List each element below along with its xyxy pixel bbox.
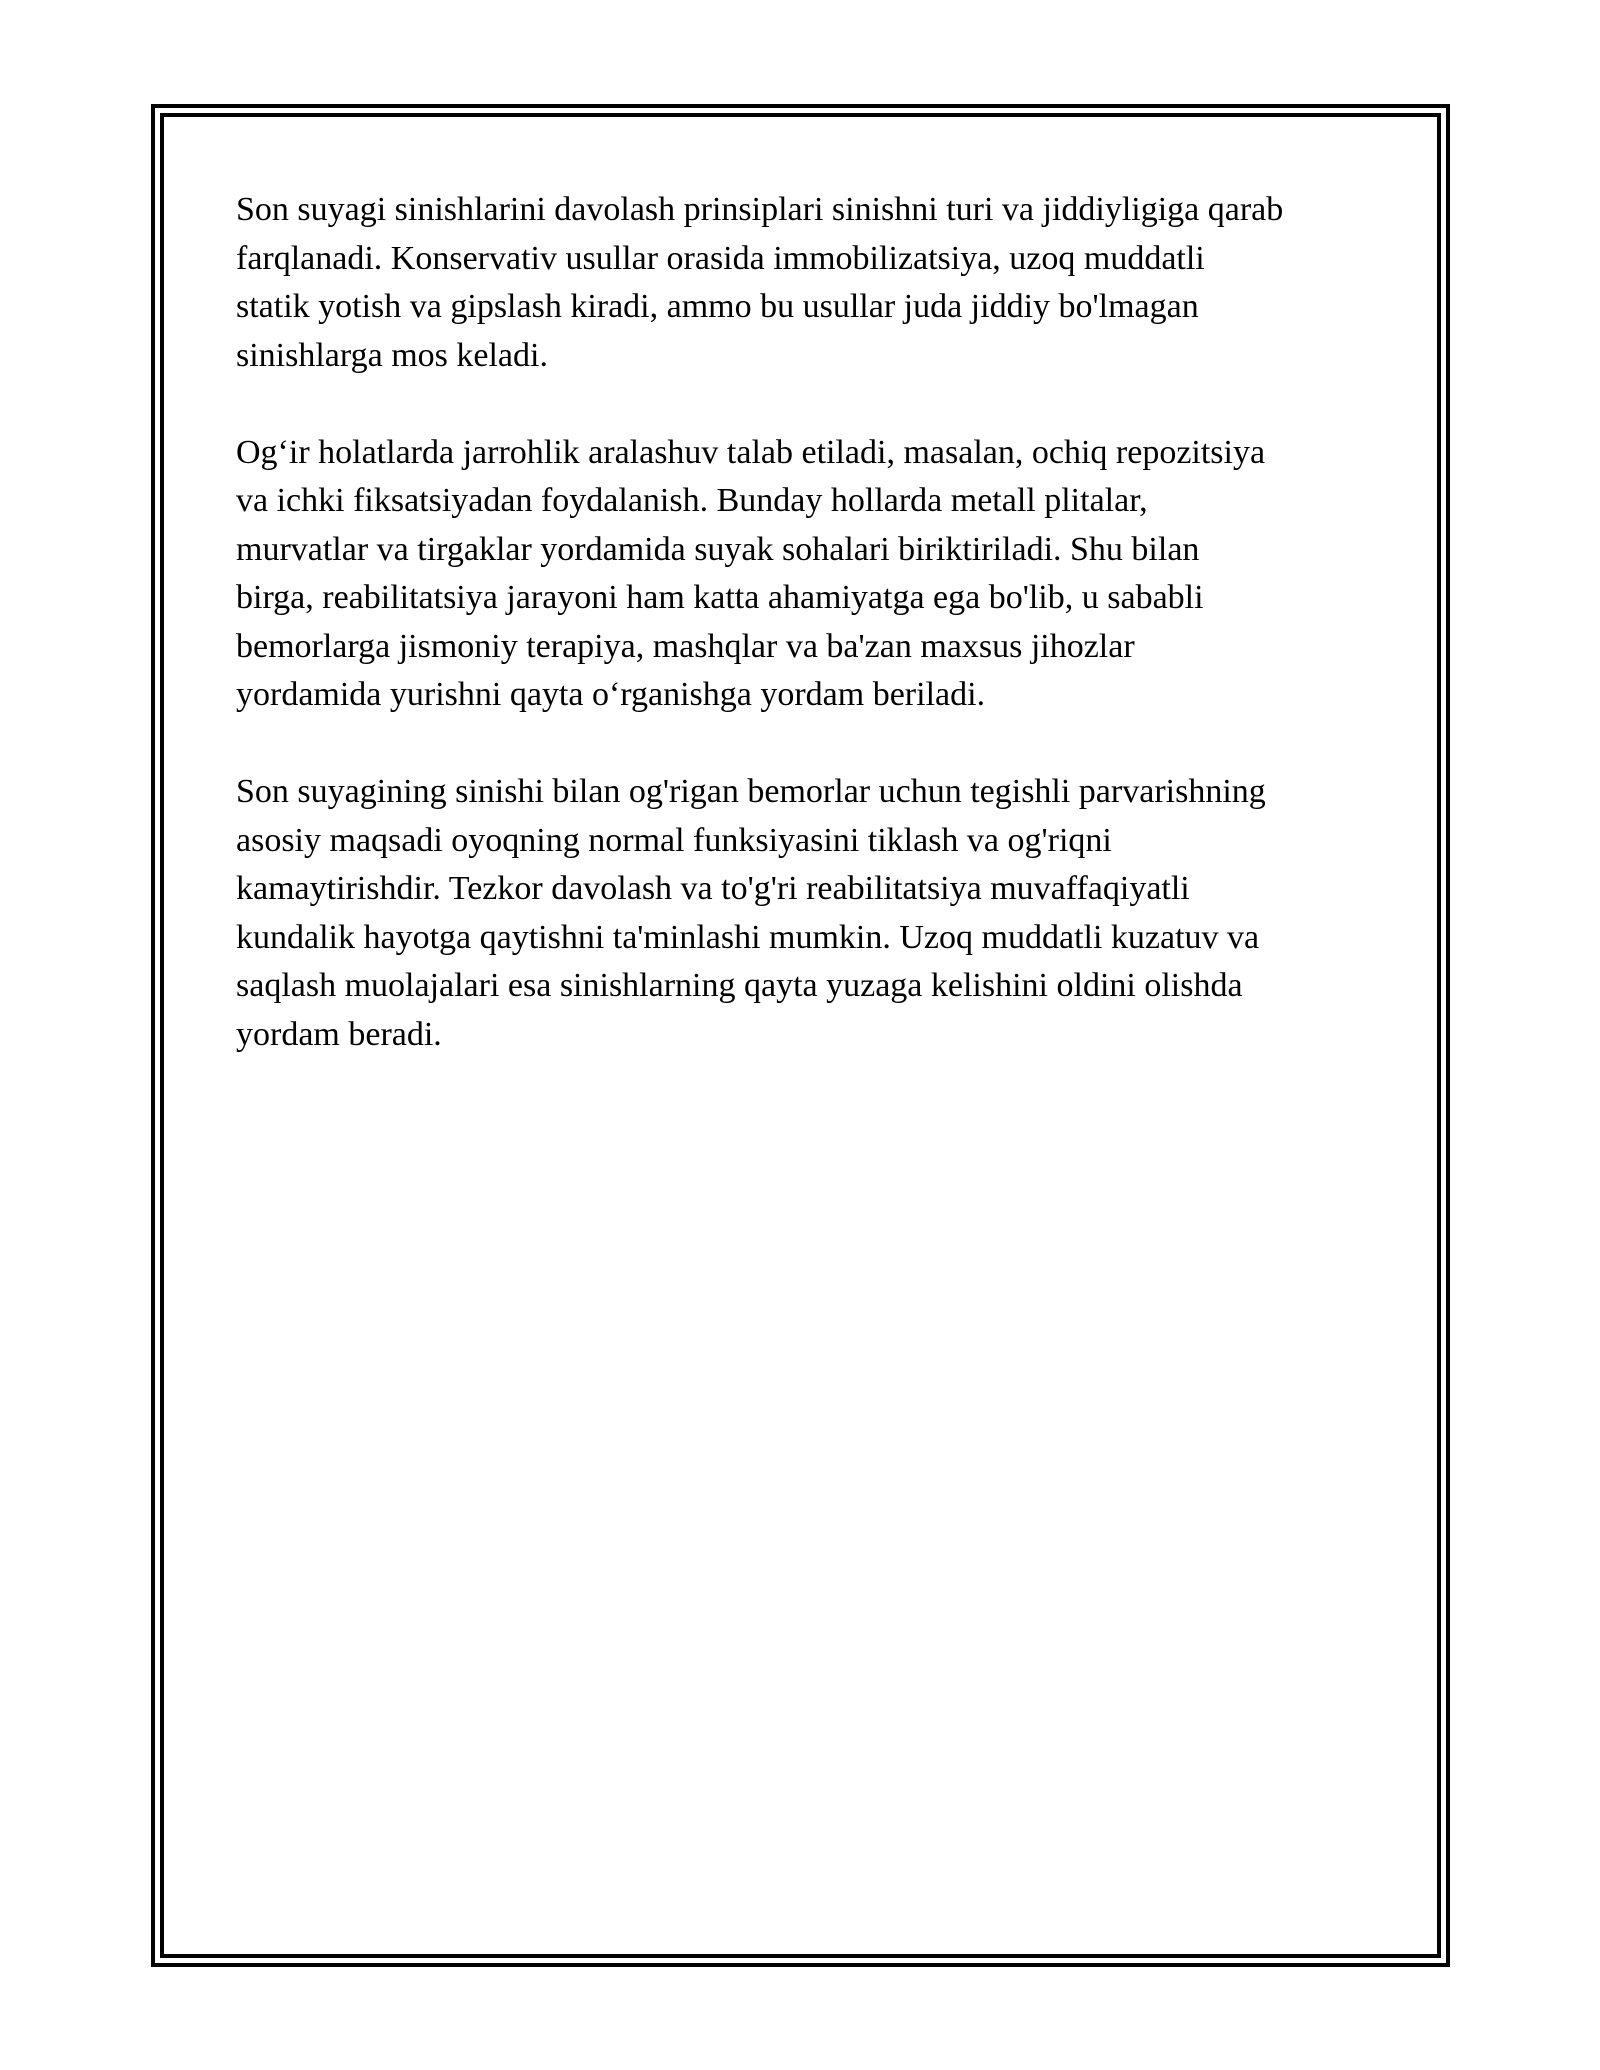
paragraph-3	[236, 768, 1376, 1059]
paragraph-line: Og‘ir holatlarda jarrohlik aralashuv talab etiladi, masalan, ochiq repozitsiya	[236, 433, 1266, 471]
paragraph-line: saqlash muolajalari esa sinishlarning qayta yuzaga kelishini oldini olishda	[236, 967, 1243, 1004]
paragraph-line: va ichki fiksatsiyadan foydalanish. Bunday hollarda metall plitalar,	[236, 482, 1148, 519]
paragraph-line: statik yotish va gipslash kiradi, ammo bu usullar juda jiddiy bo'lmagan	[236, 288, 1199, 325]
paragraph-line: farqlanadi. Konservativ usullar orasida immobilizatsiya, uzoq muddatli	[236, 239, 1205, 277]
paragraph-line: Son suyagining sinishi bilan og'rigan bemorlar uchun tegishli parvarishning	[236, 773, 1266, 810]
paragraph-line: bemorlarga jismoniy terapiya, mashqlar va ba'zan maxsus jihozlar	[236, 627, 1135, 665]
paragraph-line: yordamida yurishni qayta o‘rganishga yordam beriladi.	[236, 676, 986, 713]
paragraph-2	[236, 429, 1376, 720]
paragraph-1	[236, 186, 1376, 380]
paragraph-line: Son suyagi sinishlarini davolash prinsiplari sinishni turi va jiddiyligiga qarab	[236, 191, 1284, 228]
paragraph-line: asosiy maqsadi oyoqning normal funksiyasini tiklash va og'riqni	[236, 821, 1112, 859]
paragraph-line: birga, reabilitatsiya jarayoni ham katta ahamiyatga ega bo'lib, u sababli	[236, 579, 1204, 616]
paragraph-line: sinishlarga mos keladi.	[236, 336, 548, 374]
paragraph-line: kundalik hayotga qaytishni ta'minlashi mumkin. Uzoq muddatli kuzatuv va	[236, 918, 1260, 956]
paragraph-line: murvatlar va tirgaklar yordamida suyak sohalari biriktiriladi. Shu bilan	[236, 530, 1200, 568]
paragraph-line: yordam beradi.	[236, 1015, 442, 1053]
document-body	[236, 186, 1376, 1108]
paragraph-line: kamaytirishdir. Tezkor davolash va to'g'ri reabilitatsiya muvaffaqiyatli	[236, 870, 1190, 907]
